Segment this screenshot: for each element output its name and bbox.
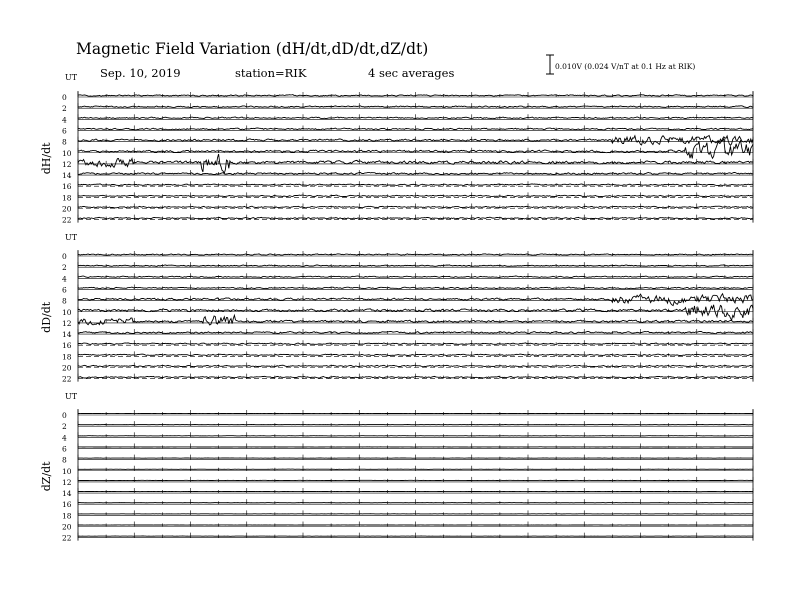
trace-row <box>62 315 753 328</box>
trace-row <box>62 374 753 384</box>
row-ut-label: 20 <box>62 522 72 532</box>
panel-ylabel: dD/dt <box>40 301 53 333</box>
scale-bar-label: 0.010V (0.024 V/nT at 0.1 Hz at RIK) <box>555 62 696 71</box>
trace-row <box>62 510 753 520</box>
row-ut-label: 10 <box>62 307 72 317</box>
ut-axis-label: UT <box>65 233 78 242</box>
row-ut-label: 0 <box>62 411 67 420</box>
row-ut-label: 22 <box>62 215 72 225</box>
row-ut-label: 12 <box>62 318 72 328</box>
row-ut-label: 8 <box>62 455 67 465</box>
trace-row <box>62 294 753 306</box>
trace-row <box>62 421 753 431</box>
trace-row <box>62 455 753 465</box>
ut-axis-label: UT <box>65 73 78 82</box>
trace-row <box>62 363 753 373</box>
station-label: station=RIK <box>235 66 307 80</box>
trace-row <box>62 204 753 214</box>
trace-row <box>62 125 753 135</box>
trace-row <box>62 192 753 202</box>
row-ut-label: 4 <box>62 115 67 125</box>
row-ut-label: 18 <box>62 193 72 203</box>
trace-row <box>62 215 753 225</box>
row-ut-label: 14 <box>62 330 72 340</box>
panel-dD-dt <box>40 233 753 384</box>
trace-row <box>62 262 753 272</box>
row-ut-label: 12 <box>62 159 72 169</box>
row-ut-label: 20 <box>62 363 72 373</box>
row-ut-label: 4 <box>62 274 67 284</box>
chart-title: Magnetic Field Variation (dH/dt,dD/dt,dZ/dt) <box>76 40 429 58</box>
row-ut-label: 14 <box>62 489 72 499</box>
trace-row <box>62 251 753 261</box>
row-ut-label: 22 <box>62 533 72 543</box>
averaging-label: 4 sec averages <box>368 66 455 80</box>
row-ut-label: 8 <box>62 296 67 306</box>
row-ut-label: 6 <box>62 285 67 295</box>
trace-row <box>62 477 753 487</box>
panel-dH-dt <box>40 73 753 225</box>
panel-ylabel: dZ/dt <box>40 461 53 492</box>
row-ut-label: 6 <box>62 444 67 454</box>
ut-axis-label: UT <box>65 392 78 401</box>
trace-row <box>62 499 753 509</box>
trace-row <box>62 466 753 476</box>
row-ut-label: 10 <box>62 466 72 476</box>
trace-row <box>62 410 753 420</box>
row-ut-label: 16 <box>62 500 72 510</box>
trace-row <box>62 522 753 532</box>
row-ut-label: 14 <box>62 171 72 181</box>
row-ut-label: 6 <box>62 126 67 136</box>
trace-row <box>62 136 753 147</box>
trace-row <box>62 533 753 543</box>
row-ut-label: 18 <box>62 352 72 362</box>
trace-row <box>62 170 753 180</box>
row-ut-label: 8 <box>62 137 67 147</box>
row-ut-label: 18 <box>62 511 72 521</box>
row-ut-label: 4 <box>62 433 67 443</box>
trace-row <box>62 154 753 173</box>
row-ut-label: 12 <box>62 477 72 487</box>
trace-row <box>62 92 753 102</box>
panels-group <box>40 73 753 543</box>
date-label: Sep. 10, 2019 <box>100 66 181 80</box>
row-ut-label: 16 <box>62 182 72 192</box>
row-ut-label: 0 <box>62 252 67 261</box>
trace-row <box>62 273 753 283</box>
panel-ylabel: dH/dt <box>40 142 53 175</box>
trace-row <box>62 114 753 124</box>
scale-bar <box>546 55 554 74</box>
trace-row <box>62 351 753 361</box>
trace-row <box>62 329 753 339</box>
row-ut-label: 22 <box>62 374 72 384</box>
panel-dZ-dt <box>40 392 753 543</box>
trace-row <box>62 443 753 453</box>
row-ut-label: 2 <box>62 104 67 114</box>
trace-row <box>62 340 753 350</box>
waveform-trace <box>78 294 753 306</box>
row-ut-label: 2 <box>62 422 67 432</box>
row-ut-label: 2 <box>62 263 67 273</box>
trace-row <box>62 181 753 191</box>
trace-row <box>62 284 753 294</box>
row-ut-label: 10 <box>62 148 72 158</box>
row-ut-label: 20 <box>62 204 72 214</box>
trace-row <box>62 305 753 320</box>
trace-row <box>62 488 753 498</box>
trace-row <box>62 432 753 442</box>
row-ut-label: 0 <box>62 93 67 102</box>
trace-row <box>62 103 753 113</box>
row-ut-label: 16 <box>62 341 72 351</box>
